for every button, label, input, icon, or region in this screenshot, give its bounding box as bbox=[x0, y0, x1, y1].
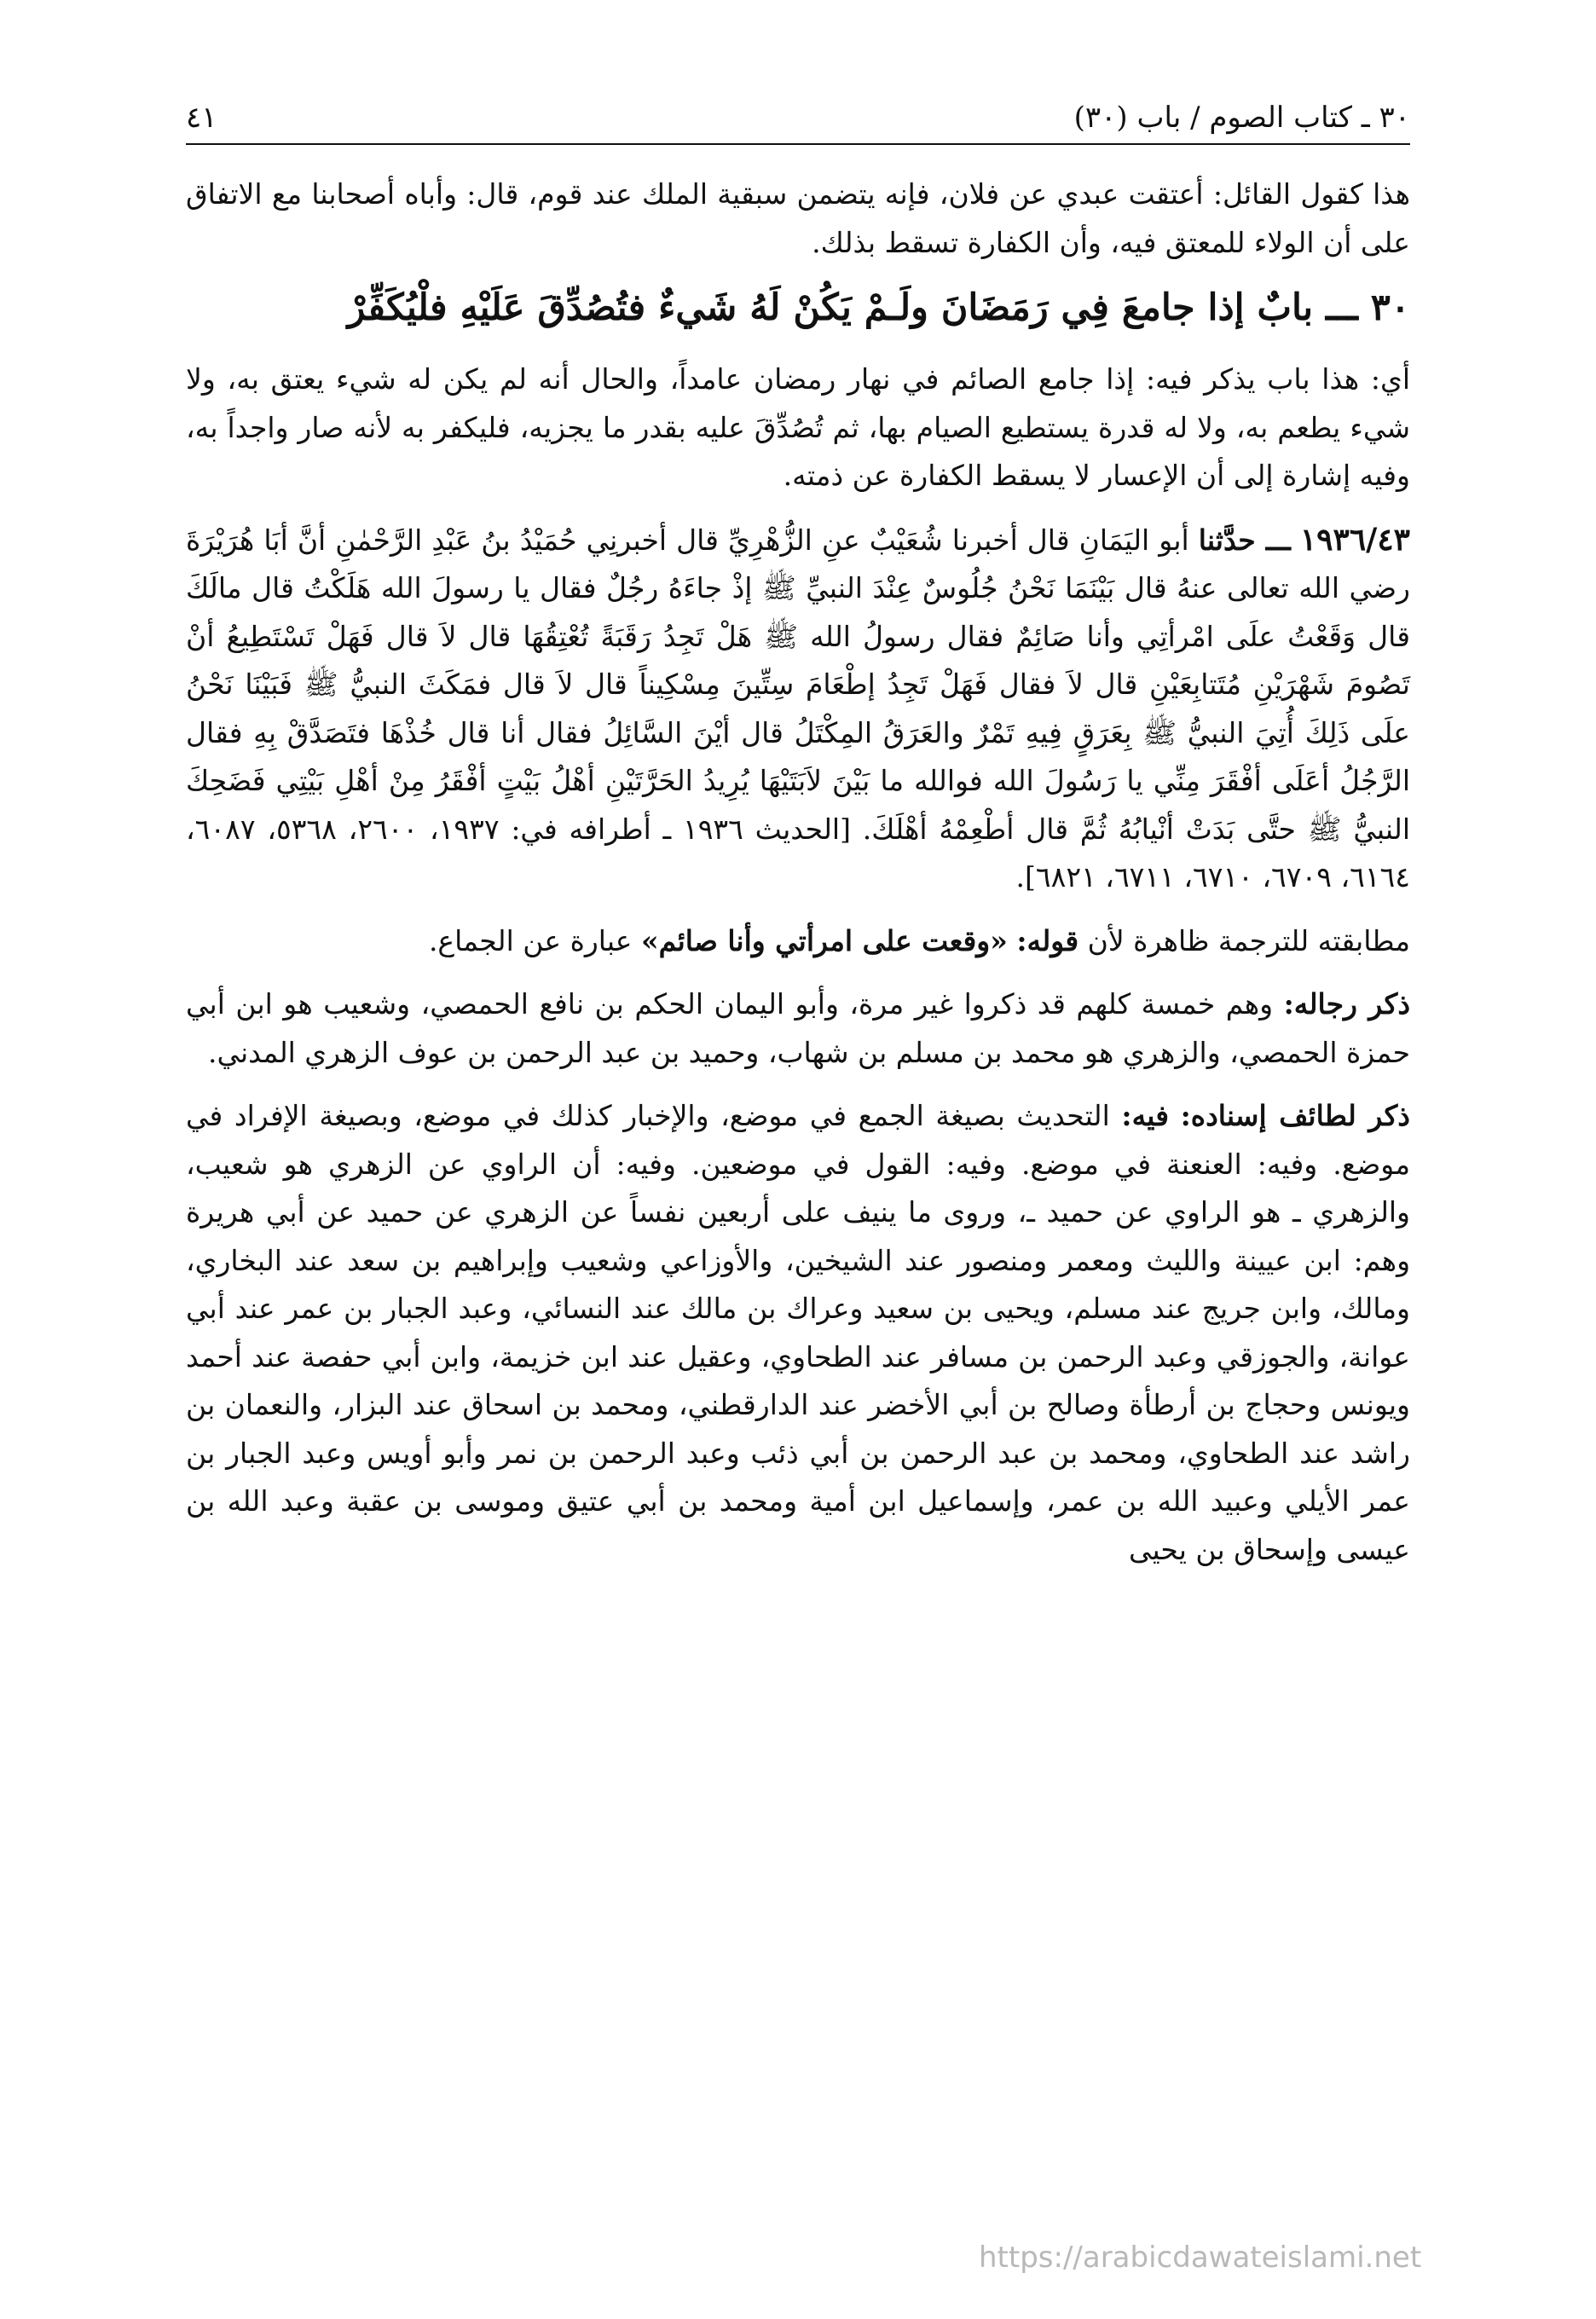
hadith-lead: ـــ حدَّثنا bbox=[1198, 523, 1291, 557]
isnad-heading: ذكر لطائف إسناده: bbox=[1180, 1099, 1410, 1132]
chapter-explanation: أي: هذا باب يذكر فيه: إذا جامع الصائم في نهار رمضان عامداً، والحال أنه لم يكن له شيء يعتق به، ولا شيء يطعم به، ولا له قدرة يستطيع الصيام بها، ثم تُصُدِّقَ عليه بقدر ما يجزيه، فليكفر به لأنه صار واجداً به، وفيه إشارة إلى أن الإعسار لا يسقط الكفارة عن ذمته. bbox=[186, 362, 1410, 492]
header-rule bbox=[186, 143, 1410, 145]
page-body bbox=[186, 171, 1410, 1589]
isnad-text: التحديث بصيغة الجمع في موضع، والإخبار كذلك في موضع، وبصيغة الإفراد في موضع. وفيه: العنعنة في موضع. وفيه: القول في موضعين. وفيه: أن الراوي عن الزهري هو شعيب، والزهري ـ هو الراوي عن حميد ـ، وروى ما ينيف على أربعين نفساً عن الزهري عن حميد عن أبي هريرة وهم: ابن عيينة والليث ومعمر ومنصور عند الشيخين، والأوزاعي وشعيب وإبراهيم بن سعد عند البخاري، ومالك، وابن جريج عند مسلم، ويحيى بن سعيد وعراك بن مالك عند النسائي، وعبد الجبار بن عمر عند أبي عوانة، والجوزقي وعبد الرحمن بن مسافر عند الطحاوي، وعقيل عند ابن خزيمة، وابن أبي حفصة عند أحمد ويونس وحجاج بن أرطأة وصالح بن أبي الأخضر عند الدارقطني، ومحمد بن اسحاق عند البزار، والنعمان بن راشد عند الطحاوي، ومحمد بن عبد الرحمن بن أبي ذئب وعبد الرحمن بن نمر وأبو أويس وعبد الجبار بن عمر الأيلي وعبيد الله بن عمر، وإسماعيل ابن أمية ومحمد بن أبي عتيق وموسى بن عقبة وعبد الله بن عيسى وإسحاق بن يحيى bbox=[186, 1099, 1410, 1566]
running-title: ٣٠ ـ كتاب الصوم / باب (٣٠) bbox=[1073, 101, 1410, 135]
watermark-url: https://arabicdawateislami.net bbox=[979, 2241, 1422, 2275]
correspondence-quote: «وقعت على امرأتي وأنا صائم» bbox=[641, 923, 1008, 957]
isnad-keyword: فيه: bbox=[1121, 1099, 1169, 1132]
page-header bbox=[186, 82, 1410, 135]
narrators-paragraph bbox=[186, 980, 1410, 1077]
correspondence-tail: عبارة عن الجماع. bbox=[428, 923, 633, 957]
narrators-heading: ذكر رجاله: bbox=[1283, 987, 1411, 1021]
hadith-number: ١٩٣٦/٤٣ bbox=[1299, 521, 1410, 558]
page-number: ٤١ bbox=[186, 101, 217, 135]
chapter-heading: ٣٠ ـــ بابٌ إذا جامعَ فِي رَمَضَانَ ولَـمْ يَكُنْ لَهُ شَيءٌ فتُصُدِّقَ عَلَيْهِ فلْيُكَفِّرْ bbox=[347, 286, 1410, 329]
narrators-text: وهم خمسة كلهم قد ذكروا غير مرة، وأبو اليمان الحكم بن نافع الحمصي، وشعيب هو ابن أبي حمزة الحمصي، والزهري هو محمد بن مسلم بن شهاب، وحميد بن عبد الرحمن بن عوف الزهري المدني. bbox=[186, 987, 1410, 1069]
hadith-text: أبو اليَمَانِ قال أخبرنا شُعَيْبٌ عنِ الزُّهْرِيِّ قال أخبرنِي حُمَيْدُ بنُ عَبْدِ الرَّحْمٰنِ أنَّ أبَا هُرَيْرَةَ رضي الله تعالى عنهُ قال بَيْنَمَا نَحْنُ جُلُوسٌ عِنْدَ النبيِّ ﷺ إذْ جاءَهُ رجُلٌ فقال يا رسولَ الله هَلَكْتُ قال مالَكَ قال وَقَعْتُ علَى امْرأتِي وأنا صَائِمٌ فقال رسولُ الله ﷺ هَلْ تَجِدُ رَقَبَةً تُعْتِقُهَا قال لاَ قال فَهَلْ تَسْتَطِيعُ أنْ تَصُومَ شَهْرَيْنِ مُتَتابِعَيْنِ قال لاَ فقال فَهَلْ تَجِدُ إطْعَامَ سِتِّينَ مِسْكِيناً قال لاَ قال فمَكَثَ النبيُّ ﷺ فَبَيْنَا نَحْنُ علَى ذَلِكَ أُتِيَ النبيُّ ﷺ بِعَرَقٍ فِيهِ تَمْرٌ والعَرَقُ المِكْتَلُ قال أيْنَ السَّائِلُ فقال أنا قال خُذْهَا فتَصَدَّقْ بِهِ فقال الرَّجُلُ أعَلَى أفْقَرَ مِنِّي يا رَسُولَ الله فوالله ما بَيْنَ لاَبَتَيْهَا يُرِيدُ الحَرَّتَيْنِ أهْلُ بَيْتٍ أفْقَرُ مِنْ أهْلِ بَيْتِي فَضَحِكَ النبيُّ ﷺ حتَّى بَدَتْ أنْيابُهُ ثُمَّ قال أطْعِمْهُ أهْلَكَ. bbox=[186, 523, 1411, 846]
hadith-paragraph bbox=[186, 516, 1410, 902]
continuation-paragraph: هذا كقول القائل: أعتقت عبدي عن فلان، فإنه يتضمن سبقية الملك عند قوم، قال: وأباه أصحابنا مع الاتفاق على أن الولاء للمعتق فيه، وأن الكفارة تسقط بذلك. bbox=[186, 177, 1410, 259]
isnad-paragraph bbox=[186, 1092, 1410, 1574]
correspondence-paragraph bbox=[186, 917, 1410, 966]
correspondence-lead: مطابقته للترجمة ظاهرة لأن bbox=[1087, 923, 1410, 957]
hadith-references: [الحديث ١٩٣٦ ـ أطرافه في: ١٩٣٧، ٢٦٠٠، ٥٣٦٨، ٦٠٨٧، ٦١٦٤، ٦٧٠٩، ٦٧١٠، ٦٧١١، ٦٨٢١]. bbox=[186, 812, 1410, 893]
correspondence-keyword: قوله: bbox=[1016, 923, 1079, 957]
